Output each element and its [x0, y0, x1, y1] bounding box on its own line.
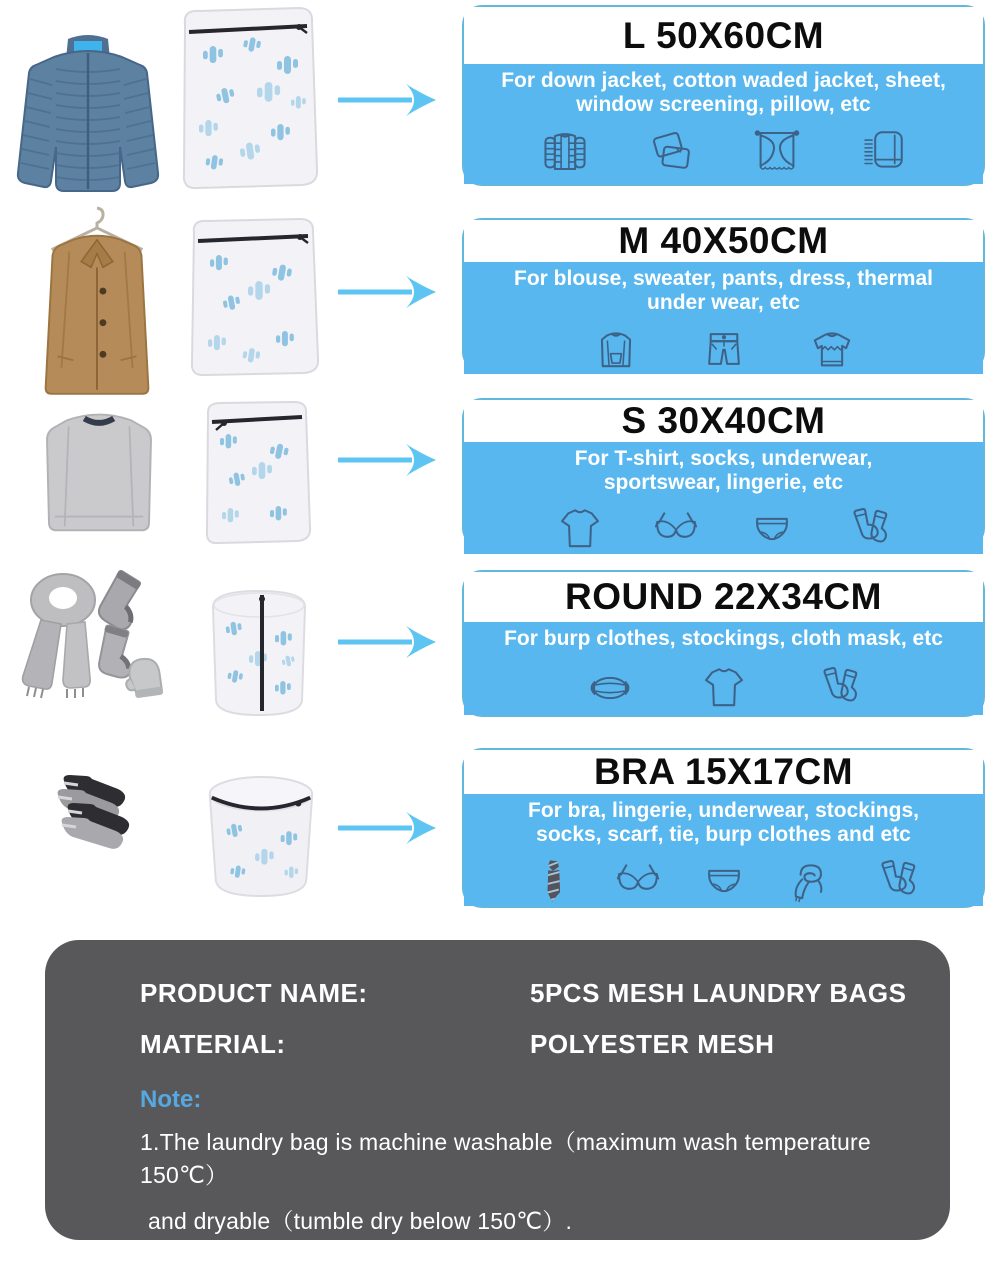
socks-icon: [843, 504, 893, 554]
socks-icon: [813, 663, 863, 713]
face-mask-icon: [585, 663, 635, 713]
panel-icons: [464, 856, 983, 906]
panel-header: [464, 572, 983, 622]
note-line-3: 2.Please do not dry cleaning,bleaching or ironing the bags.: [140, 1249, 751, 1275]
round-bra-mesh-bag-image: [202, 765, 320, 905]
size-panel-ROUND: [462, 570, 985, 717]
tshirt-icon: [555, 504, 605, 554]
panel-body: [464, 64, 983, 184]
panel-icons: [464, 126, 983, 176]
panel-icons: [464, 324, 983, 374]
necktie-icon: [527, 856, 577, 906]
panel-title: ROUND 22X34CM: [565, 576, 882, 617]
bra-icon: [651, 504, 701, 554]
panel-header: [464, 7, 983, 64]
panel-body: [464, 442, 983, 554]
product-name-row: [140, 978, 910, 1009]
panel-icons: [464, 504, 983, 554]
trench-coat-photo: [18, 200, 176, 398]
panel-description: For bra, lingerie, underwear, stockings, socks, scarf, tie, burp clothes and etc: [528, 799, 919, 847]
arrow-right-icon: [336, 808, 440, 848]
pillows-icon: [646, 126, 696, 176]
scarf-socks-mitten-photo: [5, 558, 190, 713]
panel-title: BRA 15X17CM: [593, 751, 854, 793]
panel-title: L 50X60CM: [622, 14, 825, 56]
size-panel-L: [462, 5, 985, 186]
panel-title: M 40X50CM: [618, 220, 829, 261]
product-info-panel: [45, 940, 950, 1275]
panel-header: [464, 750, 983, 794]
note-line-1: 1.The laundry bag is machine washable（maximum wash temperature 150℃）: [140, 1129, 871, 1188]
arrow-right-icon: [336, 80, 440, 120]
panties-icon: [699, 856, 749, 906]
hoodie-icon: [591, 324, 641, 374]
down-jacket-photo: [8, 25, 168, 195]
tshirt-icon: [699, 663, 749, 713]
panel-body: [464, 622, 983, 715]
material-label: MATERIAL:: [140, 1029, 286, 1059]
note-line-2: and dryable（tumble dry below 150℃）.: [148, 1208, 573, 1234]
material-value: POLYESTER MESH: [530, 1029, 775, 1059]
cylinder-mesh-bag-image: [205, 585, 313, 720]
size-panel-M: [462, 218, 985, 372]
panel-header: [464, 400, 983, 442]
product-name-value: 5PCS MESH LAUNDRY BAGS: [530, 978, 907, 1008]
panel-description: For burp clothes, stockings, cloth mask, etc: [504, 627, 943, 650]
arrow-right-icon: [336, 272, 440, 312]
arrow-right-icon: [336, 440, 440, 480]
small-mesh-bag-image: [198, 398, 316, 545]
blanket-icon: [858, 126, 908, 176]
material-row: [140, 1029, 910, 1060]
size-panel-S: [462, 398, 985, 548]
panel-description: For down jacket, cotton waded jacket, sheet, window screening, pillow, etc: [501, 69, 946, 116]
panel-description: For blouse, sweater, pants, dress, thermal under wear, etc: [514, 267, 933, 314]
panel-title: S 30X40CM: [621, 400, 826, 441]
gray-sweater-photo: [25, 393, 173, 545]
sweater-icon: [807, 324, 857, 374]
shorts-icon: [699, 324, 749, 374]
curtain-icon: [752, 126, 802, 176]
arrow-right-icon: [336, 622, 440, 662]
bra-icon: [613, 856, 663, 906]
panel-header: [464, 220, 983, 262]
panel-icons: [464, 663, 983, 713]
panties-icon: [747, 504, 797, 554]
ankle-socks-photo: [48, 775, 186, 867]
panel-description: For T-shirt, socks, underwear, sportswear, lingerie, etc: [574, 447, 873, 494]
product-name-label: PRODUCT NAME:: [140, 978, 368, 1008]
panel-body: [464, 262, 983, 374]
socks-icon: [871, 856, 921, 906]
scarf-icon: [785, 856, 835, 906]
panel-body: [464, 794, 983, 906]
medium-mesh-bag-image: [182, 215, 324, 377]
down-jacket-icon: [540, 126, 590, 176]
large-mesh-bag-image: [173, 4, 323, 190]
size-panel-BRA: [462, 748, 985, 908]
note-label: Note:: [140, 1086, 202, 1113]
